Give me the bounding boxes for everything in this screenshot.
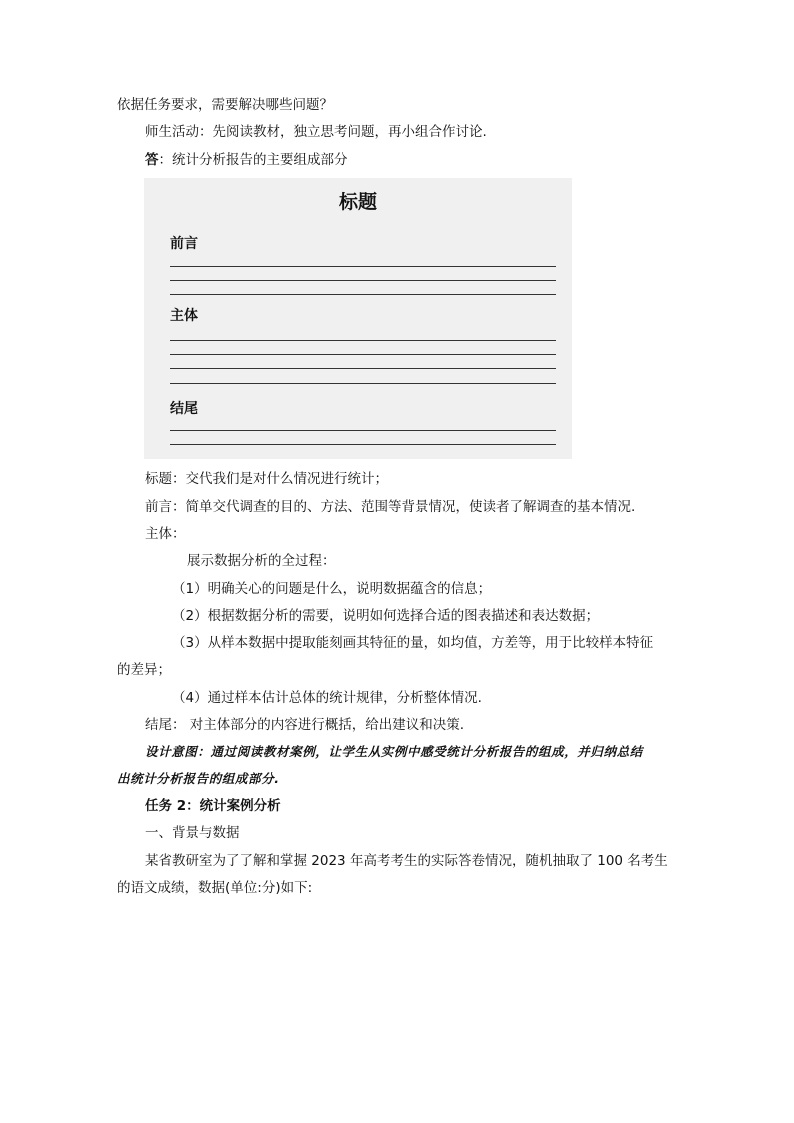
answer-text	[145, 151, 348, 169]
writing-line	[170, 368, 556, 369]
writing-line	[170, 354, 556, 355]
list-item-4: （4）通过样本估计总体的统计规律，分析整体情况.	[172, 690, 482, 706]
writing-line	[170, 266, 556, 267]
figure-section-ending: 结尾	[170, 401, 198, 417]
section-background-data: 一、背景与数据	[145, 825, 240, 841]
writing-line	[170, 340, 556, 341]
answer-label: 答	[145, 152, 159, 168]
figure-section-preface: 前言	[170, 236, 198, 252]
process-intro: 展示数据分析的全过程：	[187, 553, 336, 569]
question-text: 依据任务要求，需要解决哪些问题？	[117, 97, 333, 113]
report-structure-figure	[144, 178, 572, 459]
design-intent-line-2: 出统计分析报告的组成部分.	[117, 771, 280, 786]
list-item-1: （1）明确关心的问题是什么，说明数据蕴含的信息；	[172, 581, 492, 597]
task2-paragraph-line-1: 某省教研室为了了解和掌握 2023 年高考考生的实际答卷情况，随机抽取了 100 名考生	[145, 853, 668, 869]
writing-line	[170, 280, 556, 281]
writing-line	[170, 430, 556, 431]
preface-explanation: 前言：简单交代调查的目的、方法、范围等背景情况，使读者了解调查的基本情况.	[145, 499, 636, 515]
ending-explanation: 结尾： 对主体部分的内容进行概括，给出建议和决策.	[145, 717, 465, 733]
list-item-3: （3）从样本数据中提取能刻画其特征的量，如均值，方差等，用于比较样本特征	[172, 635, 654, 651]
figure-section-main: 主体	[170, 308, 198, 324]
activity-text: 师生活动：先阅读教材，独立思考问题，再小组合作讨论.	[145, 124, 487, 140]
list-item-2: （2）根据数据分析的需要，说明如何选择合适的图表描述和表达数据；	[172, 608, 600, 624]
task2-paragraph-line-2: 的语文成绩，数据(单位:分)如下:	[117, 880, 313, 896]
list-item-3-continued: 的差异；	[117, 662, 171, 678]
task2-heading: 任务 2：统计案例分析	[145, 798, 281, 814]
writing-line	[170, 294, 556, 295]
answer-content: ：统计分析报告的主要组成部分	[158, 152, 348, 168]
figure-title: 标题	[338, 191, 377, 213]
title-explanation: 标题：交代我们是对什么情况进行统计；	[145, 471, 388, 487]
writing-line	[170, 444, 556, 445]
design-intent-line-1: 设计意图：通过阅读教材案例，让学生从实例中感受统计分析报告的组成，并归纳总结	[145, 744, 643, 759]
writing-line	[170, 383, 556, 384]
main-label: 主体：	[145, 526, 186, 542]
